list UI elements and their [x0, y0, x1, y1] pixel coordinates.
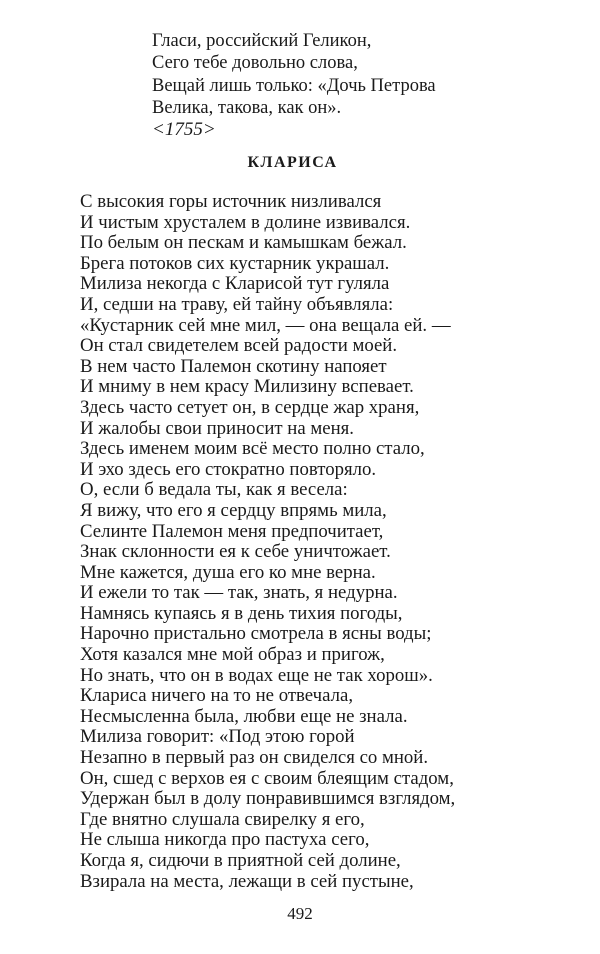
verse-line: Где внятно слушала свирелку я его,	[80, 808, 365, 830]
verse-line: И чистым хрусталем в долине извивался.	[80, 211, 411, 233]
verse-line: И жалобы свои приносит на меня.	[80, 417, 354, 439]
poem-date: <1755>	[152, 119, 216, 140]
verse-line: Селинте Палемон меня предпочитает,	[80, 520, 384, 542]
verse-line: Но знать, что он в водах еще не так хорош».	[80, 664, 433, 686]
previous-poem-ending	[152, 30, 436, 119]
verse-line: И ежели то так — так, знать, я недурна.	[80, 582, 398, 604]
verse-line: Милиза говорит: «Под этою горой	[80, 726, 355, 748]
verse-line: Знак склонности ея к себе уничтожает.	[80, 541, 391, 563]
verse-line: Гласи, российский Геликон,	[152, 31, 372, 51]
verse-line: Намнясь купаясь я в день тихия погоды,	[80, 602, 403, 624]
verse-line: Несмысленна была, любви еще не знала.	[80, 705, 408, 727]
verse-line: Он стал свидетелем всей радости моей.	[80, 335, 398, 357]
poem-title: КЛАРИСА	[247, 154, 338, 171]
verse-line: С высокия горы источник низливался	[80, 191, 382, 212]
verse-line: Хотя казался мне мой образ и пригож,	[80, 644, 385, 666]
verse-line: Он, сшед с верхов ея с своим блеящим стадом,	[80, 767, 454, 789]
verse-line: Нарочно пристально смотрела в ясны воды;	[80, 623, 432, 645]
page-number: 492	[287, 904, 313, 923]
verse-line: Незапно в первый раз он свиделся со мной.	[80, 747, 429, 769]
verse-line: И, седши на траву, ей тайну объявляла:	[80, 293, 394, 315]
verse-line: О, если б ведала ты, как я весела:	[80, 479, 348, 501]
verse-line: Велика, такова, как он».	[152, 97, 342, 118]
verse-line: Я вижу, что его я сердцу впрямь мила,	[80, 499, 387, 521]
verse-line: В нем часто Палемон скотину напояет	[80, 355, 387, 377]
verse-line: «Кустарник сей мне мил, — она вещала ей. —	[80, 314, 451, 336]
verse-line: И эхо здесь его стократно повторяло.	[80, 458, 377, 480]
verse-line: Брега потоков сих кустарник украшал.	[80, 252, 390, 274]
verse-line: Удержан был в долу понравившимся взглядом,	[80, 788, 456, 810]
poem-body	[80, 192, 455, 892]
verse-line: Клариса ничего на то не отвечала,	[80, 685, 354, 707]
verse-line: И мниму в нем красу Милизину вспевает.	[80, 376, 414, 398]
verse-line: Взирала на места, лежащи в сей пустыне,	[80, 870, 414, 892]
verse-line: Мне кажется, душа его ко мне верна.	[80, 561, 376, 583]
verse-line: По белым он пескам и камышкам бежал.	[80, 232, 407, 254]
verse-line: Милиза некогда с Кларисой тут гуляла	[80, 273, 390, 295]
verse-line: Сего тебе довольно слова,	[152, 53, 358, 74]
verse-line: Здесь часто сетует он, в сердце жар храня,	[80, 396, 420, 418]
verse-line: Здесь именем моим всё место полно стало,	[80, 438, 425, 460]
verse-line: Когда я, сидючи в приятной сей долине,	[80, 850, 401, 871]
verse-line: Вещай лишь только: «Дочь Петрова	[152, 75, 436, 96]
verse-line: Не слыша никогда про пастуха сего,	[80, 829, 370, 851]
